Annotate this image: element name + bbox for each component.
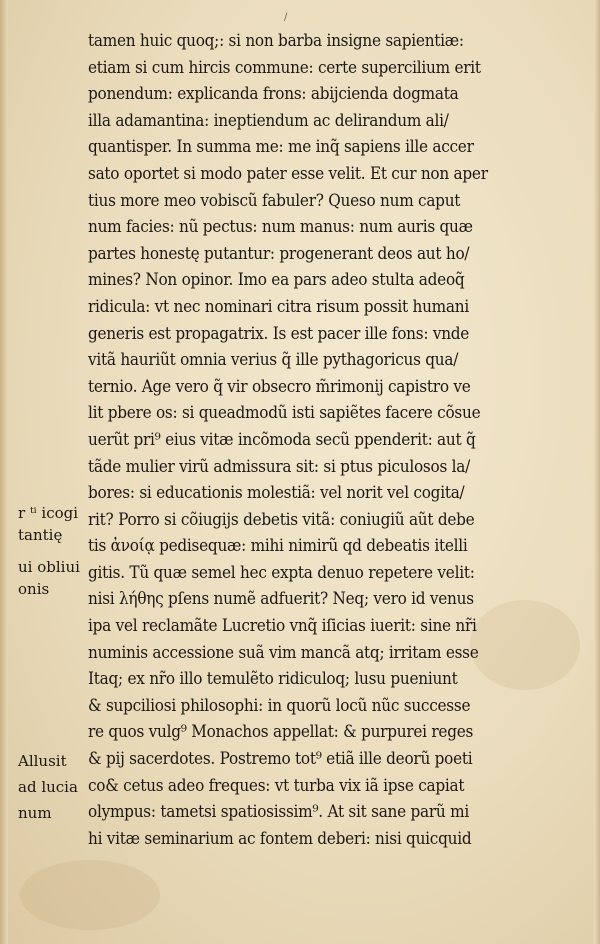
text-line: ipa vel reclamãte Lucretio vnq̃ iſicias iuerit: sine nr̃i (88, 616, 477, 637)
text-line: & supciliosi philosophi: in quorũ locũ nũc successe (88, 695, 471, 716)
text-line: partes honestę putantur: progenerant deos aut ho/ (88, 243, 470, 264)
text-line: numinis accessione suã vim mancã atq; irritam esse (88, 642, 479, 663)
margin-note: r ᵗⁱ icogi tantię (18, 504, 79, 544)
text-line: tius more meo vobiscũ fabuler? Queso num caput (88, 190, 461, 211)
text-line: nisi λήθης pſens numẽ adfuerit? Neq; vero id venus (88, 589, 474, 610)
text-line: tamen huic quoq;: si non barba insigne sapientiæ: (88, 31, 464, 51)
text-line: illa adamantina: ineptiendum ac delirandum ali/ (88, 110, 449, 131)
text-line: etiam si cum hircis commune: certe supercilium erit (88, 57, 481, 78)
text-line: num facies: nũ pectus: num manus: num auris quæ (88, 217, 473, 238)
text-line: ridicula: vt nec nominari citra risum possit humani (88, 296, 469, 317)
text-line: Itaq; ex nr̃o illo temulẽto ridiculoq; lusu pueniunt (88, 669, 458, 690)
text-line: lit pbere os: si queadmodũ isti sapiẽtes facere cõsue (88, 403, 481, 424)
page-mark: / (284, 12, 288, 23)
text-line: tis ἀνοίᾳ pedisequæ: mihi nimirũ qd debeatis itelli (88, 536, 468, 557)
paper-stain (20, 860, 160, 930)
text-line: ponendum: explicanda frons: abijcienda dogmata (88, 84, 459, 105)
text-line: hi vitæ seminarium ac fontem deberi: nisi quicquid (88, 828, 472, 849)
text-line: bores: si educationis molestiã: vel norit vel cogita/ (88, 483, 465, 504)
text-line: mines? Non opinor. Imo ea pars adeo stulta adeoq̃ (88, 270, 465, 291)
text-line: re quos vulg⁹ Monachos appellat: & purpurei reges (88, 722, 474, 743)
margin-note: ui obliui onis (18, 558, 80, 598)
text-line: generis est propagatrix. Is est pacer ille fons: vnde (88, 323, 470, 344)
text-line: ternio. Age vero q̃ vir obsecro m̃rimonij capistro ve (88, 376, 471, 397)
text-line: olympus: tametsi spatiosissim⁹. At sit sane parũ mi (88, 802, 469, 823)
text-line: vitã hauriũt omnia verius q̃ ille pythagoricus qua/ (88, 350, 459, 371)
text-line: tãde mulier virũ admissura sit: si ptus piculosos la/ (88, 456, 470, 477)
text-line: quantisper. In summa me: me inq̃ sapiens ille accer (88, 137, 474, 158)
text-line: uerũt pri⁹ eius vitæ incõmoda secũ ppenderit: aut q̃ (88, 429, 476, 450)
text-line: gitis. Tũ quæ semel hec expta denuo repetere velit: (88, 562, 475, 583)
margin-note: Allusit ad lucia num (18, 752, 78, 822)
page-right-edge (594, 0, 600, 944)
text-line: rit? Porro si cõiugijs debetis vitã: coniugiũ aũt debe (88, 509, 475, 530)
text-line: & pij sacerdotes. Postremo tot⁹ etiã ille deorũ poeti (88, 749, 473, 770)
text-line: sato oportet si modo pater esse velit. Et cur non aper (88, 163, 488, 184)
text-line: co& cetus adeo freques: vt turba vix iã ipse capiat (88, 775, 465, 796)
page-left-edge (0, 0, 8, 944)
main-text-block (88, 28, 576, 852)
